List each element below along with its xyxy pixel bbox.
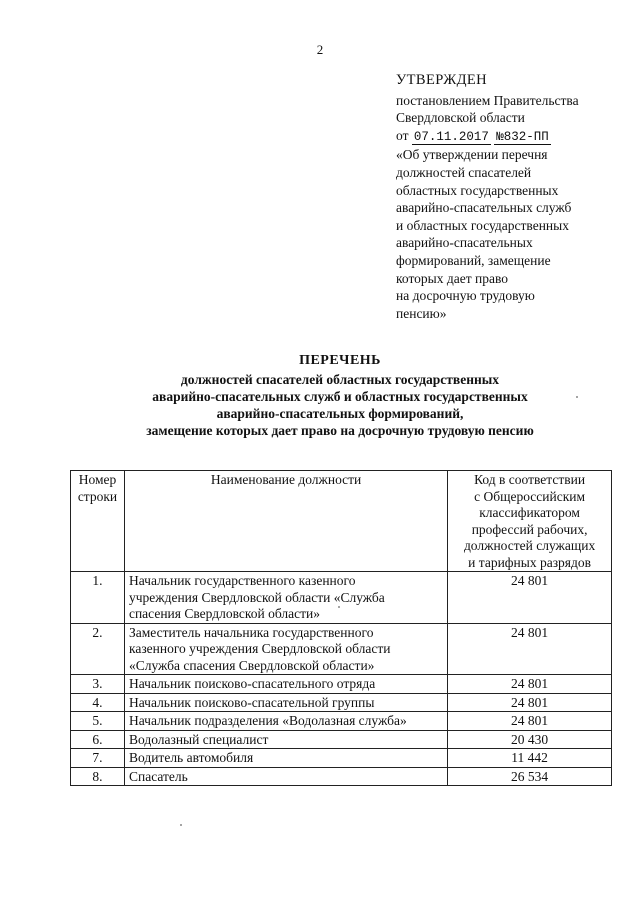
position-name-line: казенного учреждения Свердловской области <box>128 641 391 656</box>
position-name <box>124 749 447 768</box>
header-code-line: классификатором <box>479 505 580 520</box>
position-code: 24 801 <box>448 712 612 731</box>
row-number: 6. <box>71 730 125 749</box>
approval-line: постановлением Правительства <box>396 92 579 108</box>
table-row <box>71 730 612 749</box>
approval-description-line: должностей спасателей <box>396 164 532 180</box>
approval-description-line: которых дает право <box>396 270 508 286</box>
header-number-line: Номер <box>78 472 117 487</box>
approval-title: УТВЕРЖДЕН <box>396 72 488 88</box>
scan-speck <box>576 396 578 398</box>
approval-description <box>396 146 626 322</box>
position-name <box>124 675 447 694</box>
row-number: 5. <box>71 712 125 731</box>
header-number-line: строки <box>77 488 118 504</box>
header-code-line: с Общероссийским <box>474 488 586 504</box>
approval-date: 07.11.2017 <box>413 129 489 144</box>
position-name-line: Начальник государственного казенного <box>128 573 356 588</box>
header-code <box>448 471 612 572</box>
position-name-line: спасения Свердловской области» <box>128 606 320 621</box>
approval-description-line: «Об утверждении перечня <box>396 147 548 163</box>
header-number <box>71 471 125 572</box>
position-name <box>124 572 447 624</box>
approval-description-line: аварийно-спасательных <box>396 235 533 251</box>
table-header-row <box>71 471 612 572</box>
heading-title: ПЕРЕЧЕНЬ <box>299 353 381 368</box>
approval-description-line: пенсию» <box>396 305 447 321</box>
position-code: 20 430 <box>448 730 612 749</box>
table-row <box>71 623 612 675</box>
position-name <box>124 693 447 712</box>
approval-number: №832-ПП <box>496 129 549 144</box>
table-row <box>71 572 612 624</box>
approval-description-line: и областных государственных <box>396 217 569 233</box>
approval-description-line: областных государственных <box>396 182 559 198</box>
position-code: 24 801 <box>448 623 612 675</box>
table-row <box>71 767 612 786</box>
page-number: 2 <box>316 42 324 57</box>
approval-description-line: аварийно-спасательных служб <box>396 200 572 216</box>
row-number: 4. <box>71 693 125 712</box>
approval-line: Свердловской области <box>396 110 525 126</box>
row-number: 2. <box>71 623 125 675</box>
heading-line: должностей спасателей областных государственных <box>180 372 500 387</box>
row-number: 3. <box>71 675 125 694</box>
heading-line: замещение которых дает право на досрочную трудовую пенсию <box>146 423 534 438</box>
position-code: 24 801 <box>448 675 612 694</box>
table-row <box>71 712 612 731</box>
table-row <box>71 693 612 712</box>
position-name-line: Начальник поисково-спасательного отряда <box>128 676 376 691</box>
row-number: 1. <box>71 572 125 624</box>
approval-block <box>396 72 626 322</box>
position-name-line: Заместитель начальника государственного <box>128 624 374 640</box>
table-body <box>71 572 612 786</box>
position-name <box>124 712 447 731</box>
heading-line: аварийно-спасательных формирований, <box>216 406 464 421</box>
position-name-line: Водитель автомобиля <box>128 750 254 765</box>
approval-date-line <box>396 127 626 147</box>
heading-line: аварийно-спасательных служб и областных государственных <box>152 389 528 404</box>
positions-table <box>70 470 612 786</box>
header-code-line: Код в соответствии <box>474 472 586 487</box>
row-number: 7. <box>71 749 125 768</box>
header-code-line: и тарифных разрядов <box>468 554 591 570</box>
position-code: 24 801 <box>448 572 612 624</box>
position-name-line: Начальник поисково-спасательной группы <box>128 694 375 710</box>
row-number: 8. <box>71 767 125 786</box>
header-code-line: профессий рабочих, <box>471 521 588 537</box>
position-name-line: Начальник подразделения «Водолазная служба» <box>128 713 407 728</box>
position-name-line: учреждения Свердловской области «Служба <box>128 589 385 605</box>
date-prefix: от <box>396 127 409 143</box>
position-code: 24 801 <box>448 693 612 712</box>
approval-description-line: формирований, замещение <box>396 252 551 268</box>
position-code: 26 534 <box>448 767 612 786</box>
position-name-line: Водолазный специалист <box>128 731 269 747</box>
position-name <box>124 767 447 786</box>
table-row <box>71 749 612 768</box>
position-name-line: Спасатель <box>128 768 188 784</box>
table-row <box>71 675 612 694</box>
document-heading <box>60 352 620 439</box>
approval-description-line: на досрочную трудовую <box>396 288 535 304</box>
header-code-line: должностей служащих <box>463 538 596 553</box>
position-name <box>124 623 447 675</box>
scan-speck <box>338 606 340 608</box>
position-name-line: «Служба спасения Свердловской области» <box>128 657 375 673</box>
position-name <box>124 730 447 749</box>
header-name: Наименование должности <box>124 471 447 572</box>
position-code: 11 442 <box>448 749 612 768</box>
scan-speck <box>180 824 182 826</box>
